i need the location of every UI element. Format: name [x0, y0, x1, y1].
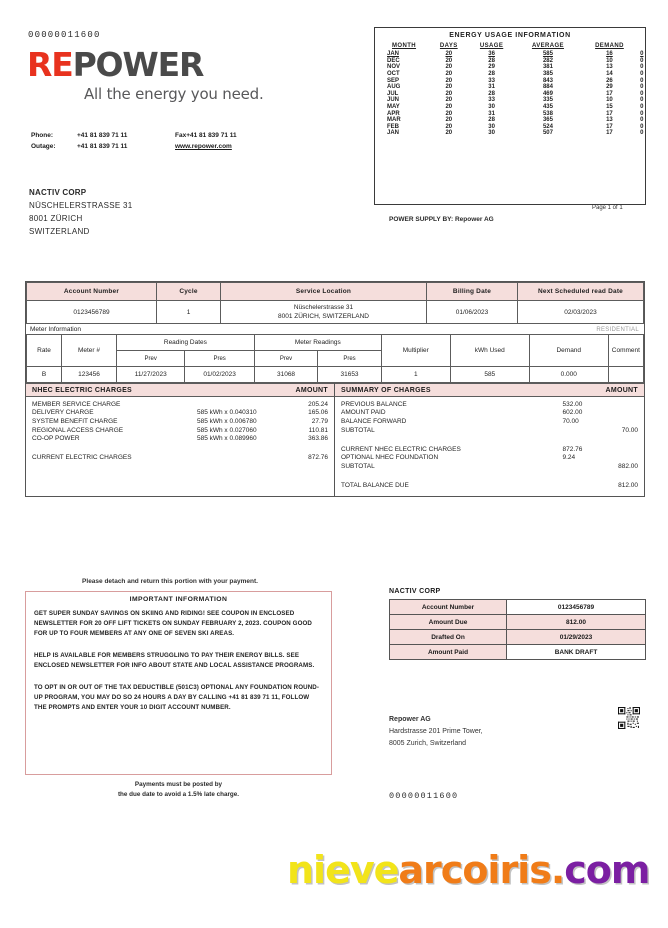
- contact-block: [31, 131, 237, 153]
- customer-address: [29, 186, 133, 238]
- meter-header-row-1: [27, 335, 644, 351]
- charge-line-description: OPTIONAL NHEC FOUNDATION: [341, 454, 439, 462]
- value-billing-date: 01/06/2023: [427, 301, 518, 324]
- charge-line-row: [341, 454, 638, 463]
- charge-line-row: [341, 400, 638, 409]
- energy-usage-table: [375, 42, 645, 137]
- bill-detail-panel: [25, 281, 645, 497]
- payment-posting-note: [25, 780, 332, 800]
- usage-col-average: AVERAGE: [531, 43, 564, 49]
- usage-cell-year: 20: [445, 123, 453, 130]
- electric-charges-spacer: [32, 443, 328, 454]
- usage-row: [375, 104, 645, 111]
- watermark-part-2: arcoiris.: [398, 848, 565, 892]
- service-location-line1: Nüschelerstrasse 31: [293, 304, 354, 311]
- charge-line-description: SUBTOTAL: [341, 462, 375, 470]
- charge-line-calculation: 9.24: [562, 454, 576, 462]
- account-value-row: [27, 301, 644, 324]
- charge-line-row: [32, 400, 328, 409]
- important-information-title: IMPORTANT INFORMATION: [129, 596, 228, 603]
- charge-line-row: [341, 445, 638, 454]
- usage-col-demand: DEMAND: [595, 43, 624, 49]
- summary-spacer-1: [341, 434, 638, 445]
- usage-cell-year: 20: [445, 51, 453, 58]
- power-supply-note: POWER SUPPLY BY: Repower AG: [389, 216, 494, 223]
- phone-value: +41 81 839 71 11: [77, 132, 128, 139]
- electric-charges-header: [26, 383, 334, 397]
- header-reading-pres: Pres: [185, 351, 254, 367]
- usage-cell-month: MAR: [387, 117, 401, 124]
- energy-usage-title: ENERGY USAGE INFORMATION: [449, 32, 571, 39]
- usage-cell-demand: 0: [640, 57, 644, 64]
- stub-row-label: Amount Due: [390, 615, 507, 630]
- stub-row-value: BANK DRAFT: [507, 645, 646, 660]
- payment-note-line2: the due date to avoid a 1.5% late charge.: [117, 791, 240, 798]
- charge-line-row: [341, 462, 638, 471]
- charge-line-row: [32, 426, 328, 435]
- electric-charges-body: [26, 397, 334, 468]
- charge-line-row: [341, 417, 638, 426]
- charge-line-calculation: 70.00: [562, 417, 579, 425]
- charge-line-row: [32, 409, 328, 418]
- charge-line-amount: [602, 417, 638, 426]
- usage-cell-demand: 0: [640, 104, 644, 111]
- usage-cell-days: 36: [488, 51, 495, 58]
- usage-cell-average: 13: [606, 64, 613, 71]
- website-link[interactable]: www.repower.com: [175, 143, 232, 150]
- usage-cell-demand: 0: [640, 130, 644, 137]
- usage-cell-average: 10: [606, 97, 613, 104]
- charge-line-calculation: 585 kWh x 0.006780: [196, 417, 257, 425]
- header-next-read-date: Next Scheduled read Date: [518, 283, 644, 301]
- stub-row: [390, 645, 646, 660]
- charge-line-description: MEMBER SERVICE CHARGE: [32, 400, 121, 408]
- charge-line-description: BALANCE FORWARD: [341, 417, 407, 425]
- usage-cell-year: 20: [445, 110, 453, 117]
- usage-cell-usage: 538: [542, 110, 553, 117]
- value-rate: B: [27, 367, 62, 383]
- value-meterread-prev: 31068: [254, 367, 318, 383]
- header-rate: Rate: [27, 335, 62, 367]
- usage-cell-usage: 365: [542, 117, 553, 124]
- usage-cell-average: 10: [606, 57, 613, 64]
- meter-information-bar: [26, 324, 644, 334]
- usage-cell-demand: 0: [640, 84, 644, 91]
- value-service-location: [221, 301, 427, 324]
- usage-cell-days: 30: [488, 130, 495, 137]
- charge-line-amount: [602, 400, 638, 409]
- usage-row: [375, 91, 645, 98]
- summary-total-amount: 812.00: [618, 482, 638, 490]
- charge-line-description: SYSTEM BENEFIT CHARGE: [32, 417, 118, 425]
- stub-row: [390, 600, 646, 615]
- charge-line-amount: 165.06: [308, 409, 328, 417]
- remit-line1: Hardstrasse 201 Prime Tower,: [389, 728, 483, 735]
- charge-line-description: CO-OP POWER: [32, 435, 80, 443]
- usage-cell-month: FEB: [387, 123, 399, 130]
- usage-cell-days: 30: [488, 104, 495, 111]
- payment-note-line1: Payments must be posted by: [134, 781, 223, 788]
- electric-charges-title: NHEC ELECTRIC CHARGES: [32, 386, 133, 394]
- important-information-box: [25, 591, 332, 775]
- usage-cell-average: 16: [606, 51, 613, 58]
- usage-cell-usage: 507: [542, 130, 553, 137]
- charge-line-amount: 70.00: [621, 426, 638, 434]
- usage-cell-demand: 0: [640, 90, 644, 97]
- charge-line-amount: 205.24: [308, 400, 328, 408]
- summary-total-label: TOTAL BALANCE DUE: [341, 482, 409, 490]
- usage-cell-usage: 385: [542, 71, 553, 78]
- header-kwh-used: kWh Used: [450, 335, 529, 367]
- header-meter-no: Meter #: [62, 335, 117, 367]
- logo-power-text: POWER: [72, 45, 204, 84]
- usage-cell-usage: 524: [542, 123, 553, 130]
- usage-col-days: DAYS: [439, 43, 458, 49]
- charge-line-description: CURRENT NHEC ELECTRIC CHARGES: [341, 445, 461, 453]
- usage-cell-usage: 381: [542, 64, 553, 71]
- summary-total-row: [341, 481, 638, 490]
- header-reading-dates: Reading Dates: [117, 335, 255, 351]
- electric-charges-lines: [32, 400, 328, 462]
- meter-value-row: [27, 367, 644, 383]
- charge-line-amount: 363.86: [308, 435, 328, 443]
- usage-cell-month: JAN: [387, 130, 400, 137]
- value-reading-pres: 01/02/2023: [185, 367, 254, 383]
- watermark-part-3: com: [564, 848, 650, 892]
- stub-row: [390, 615, 646, 630]
- charge-line-amount: [602, 445, 638, 454]
- usage-cell-average: 17: [606, 90, 613, 97]
- usage-cell-month: JUL: [387, 90, 399, 97]
- fax-value: Fax+41 81 839 71 11: [175, 132, 237, 139]
- value-multiplier: 1: [381, 367, 450, 383]
- usage-cell-year: 20: [445, 84, 453, 91]
- customer-name: NACTIV CORP: [29, 188, 87, 197]
- usage-row: [375, 97, 645, 104]
- usage-cell-days: 31: [488, 84, 495, 91]
- important-information-paragraph-3: TO OPT IN OR OUT OF THE TAX DEDUCTIBLE (501C3) OPTIONAL ANY FOUNDATION ROUND-UP PROGRAM, YOU MAY DO SO 24 HOURS A DAY BY CALLING +41 81 839 71 11, FOLLOW THE PROMPTS AND ENTER YOUR 10 DIGIT ACCOUNT NUMBER.: [34, 684, 319, 711]
- usage-cell-month: AUG: [387, 84, 401, 91]
- site-watermark: [287, 848, 650, 892]
- usage-row: [375, 51, 645, 58]
- charges-section: [26, 383, 644, 496]
- usage-cell-year: 20: [445, 117, 453, 124]
- summary-charges-column: [335, 383, 644, 496]
- usage-row: [375, 58, 645, 65]
- energy-usage-box: [374, 27, 646, 205]
- usage-cell-demand: 0: [640, 110, 644, 117]
- summary-charges-lines: [341, 400, 638, 490]
- charge-line-calculation: 532.00: [562, 400, 583, 408]
- remit-company-name: Repower AG: [389, 716, 431, 723]
- repower-logo: [27, 45, 204, 84]
- usage-cell-month: JUN: [387, 97, 400, 104]
- usage-cell-average: 26: [606, 77, 613, 84]
- important-information-paragraph-1: GET SUPER SUNDAY SAVINGS ON SKIING AND RIDING! SEE COUPON IN ENCLOSED NEWSLETTER FOR 20 OFF LIFT TICKETS ON SUNDAY FEBRUARY 2, 2023. COUPON GOOD FOR UP TO FOUR MEMBERS AT ANY ONE OF SEVEN SKI AREAS.: [34, 610, 312, 637]
- usage-cell-average: 13: [606, 117, 613, 124]
- usage-cell-days: 28: [488, 117, 495, 124]
- usage-cell-month: JAN: [387, 51, 400, 58]
- header-meterread-prev: Prev: [254, 351, 318, 367]
- stub-row: [390, 630, 646, 645]
- usage-cell-demand: 0: [640, 97, 644, 104]
- usage-row: [375, 110, 645, 117]
- usage-cell-demand: 0: [640, 123, 644, 130]
- usage-cell-month: SEP: [387, 77, 400, 84]
- usage-cell-year: 20: [445, 71, 453, 78]
- qr-code-icon: [618, 707, 640, 729]
- stub-row-value: 0123456789: [507, 600, 646, 615]
- usage-cell-average: 15: [606, 104, 613, 111]
- stub-row-label: Amount Paid: [390, 645, 507, 660]
- charge-line-description: AMOUNT PAID: [341, 409, 386, 417]
- customer-street: NÜSCHELERSTRASSE 31: [29, 201, 133, 210]
- usage-cell-year: 20: [445, 97, 453, 104]
- phone-label: Phone:: [31, 132, 54, 139]
- charge-line-row: [32, 417, 328, 426]
- usage-cell-year: 20: [445, 77, 453, 84]
- logo-tagline: All the energy you need.: [84, 85, 264, 103]
- stub-row-label: Account Number: [390, 600, 507, 615]
- usage-cell-average: 14: [606, 71, 613, 78]
- usage-cell-usage: 884: [542, 84, 553, 91]
- charge-line-amount: [602, 409, 638, 418]
- charge-line-calculation: [193, 400, 296, 409]
- usage-cell-days: 33: [488, 97, 495, 104]
- header-billing-date: Billing Date: [427, 283, 518, 301]
- usage-cell-month: NOV: [387, 64, 401, 71]
- page-indicator: Page 1 of 1: [592, 205, 623, 211]
- header-account-number: Account Number: [27, 283, 157, 301]
- usage-cell-days: 31: [488, 110, 495, 117]
- header-service-location: Service Location: [221, 283, 427, 301]
- charge-line-calculation: 585 kWh x 0.089960: [196, 435, 257, 443]
- summary-spacer-2: [341, 471, 638, 482]
- usage-cell-average: 17: [606, 123, 613, 130]
- charge-line-row: [341, 409, 638, 418]
- charge-line-amount: 110.81: [308, 426, 328, 434]
- charge-line-calculation: 585 kWh x 0.027060: [196, 426, 257, 434]
- energy-usage-header-row: [375, 42, 645, 51]
- charge-line-amount: [602, 454, 638, 463]
- meter-information-label: Meter Information: [30, 326, 81, 333]
- electric-charges-total-amount: 872.76: [308, 454, 328, 462]
- summary-charges-amount-header: AMOUNT: [605, 386, 638, 394]
- usage-cell-month: OCT: [387, 71, 400, 78]
- value-kwh-used: 585: [450, 367, 529, 383]
- charge-line-description: REGIONAL ACCESS CHARGE: [32, 426, 124, 434]
- electric-charges-column: [26, 383, 335, 496]
- usage-cell-year: 20: [445, 104, 453, 111]
- service-class-label: RESIDENTIAL: [596, 327, 639, 333]
- summary-charges-body: [335, 397, 644, 496]
- meter-readings-table: [26, 334, 644, 383]
- charge-line-description: SUBTOTAL: [341, 426, 375, 434]
- value-reading-prev: 11/27/2023: [117, 367, 185, 383]
- account-header-row: [27, 283, 644, 301]
- header-meterread-pres: Pres: [318, 351, 382, 367]
- header-reading-prev: Prev: [117, 351, 185, 367]
- usage-cell-month: DEC: [387, 57, 400, 64]
- usage-cell-demand: 0: [640, 51, 644, 58]
- charge-line-description: PREVIOUS BALANCE: [341, 400, 407, 408]
- payment-stub-table: [389, 599, 646, 660]
- charge-line-calculation: [559, 462, 602, 471]
- outage-label: Outage:: [31, 143, 56, 150]
- stub-customer-name: NACTIV CORP: [389, 588, 441, 595]
- header-demand: Demand: [529, 335, 608, 367]
- usage-cell-average: 17: [606, 130, 613, 137]
- usage-cell-days: 29: [488, 64, 495, 71]
- charge-line-row: [341, 426, 638, 435]
- usage-cell-days: 28: [488, 90, 495, 97]
- value-next-read-date: 02/03/2023: [518, 301, 644, 324]
- remit-line2: 8005 Zurich, Switzerland: [389, 740, 467, 747]
- usage-cell-demand: 0: [640, 77, 644, 84]
- usage-cell-demand: 0: [640, 64, 644, 71]
- usage-cell-days: 30: [488, 123, 495, 130]
- usage-cell-year: 20: [445, 130, 453, 137]
- usage-cell-year: 20: [445, 64, 453, 71]
- header-cycle: Cycle: [157, 283, 221, 301]
- usage-row: [375, 71, 645, 78]
- charge-line-row: [32, 434, 328, 443]
- value-meterread-pres: 31653: [318, 367, 382, 383]
- header-comment: Comment: [608, 335, 643, 367]
- usage-cell-days: 28: [488, 57, 495, 64]
- usage-cell-demand: 0: [640, 117, 644, 124]
- charge-line-amount: 882.00: [618, 462, 638, 470]
- usage-row: [375, 84, 645, 91]
- value-account-number: 0123456789: [27, 301, 157, 324]
- usage-cell-usage: 435: [542, 104, 553, 111]
- usage-cell-year: 20: [445, 90, 453, 97]
- value-meter-no: 123456: [62, 367, 117, 383]
- stub-row-value: 812.00: [507, 615, 646, 630]
- stub-row-value: 01/29/2023: [507, 630, 646, 645]
- usage-cell-usage: 335: [542, 97, 553, 104]
- charge-line-calculation: [559, 426, 602, 435]
- customer-country: SWITZERLAND: [29, 227, 90, 236]
- header-multiplier: Multiplier: [381, 335, 450, 367]
- charge-line-amount: 27.79: [311, 417, 328, 425]
- stub-row-label: Drafted On: [390, 630, 507, 645]
- service-location-line2: 8001 ZÜRICH, SWITZERLAND: [277, 313, 370, 320]
- account-summary-table: [26, 282, 644, 324]
- electric-charges-total-label: CURRENT ELECTRIC CHARGES: [32, 454, 132, 462]
- usage-cell-usage: 843: [542, 77, 553, 84]
- usage-row: [375, 117, 645, 124]
- charge-line-calculation: 872.76: [562, 445, 583, 453]
- value-demand: 0.000: [529, 367, 608, 383]
- remit-address: [389, 714, 483, 750]
- logo-re-text: RE: [27, 45, 73, 84]
- usage-col-month: MONTH: [392, 43, 417, 49]
- electric-charges-total-row: [32, 454, 328, 463]
- header-meter-readings: Meter Readings: [254, 335, 381, 351]
- usage-row: [375, 77, 645, 84]
- watermark-part-1: nieve: [287, 848, 399, 892]
- summary-charges-header: [335, 383, 644, 397]
- important-information-paragraph-2: HELP IS AVAILABLE FOR MEMBERS STRUGGLING TO PAY THEIR ENERGY BILLS. SEE ENCLOSED NEWSLETTER FOR INFO ABOUT STATE AND LOCAL ASSISTANCE PROGRAMS.: [34, 652, 315, 669]
- charge-line-calculation: 585 kWh x 0.040310: [196, 409, 257, 417]
- electric-charges-amount-header: AMOUNT: [295, 386, 328, 394]
- usage-cell-month: MAY: [387, 104, 400, 111]
- value-cycle: 1: [157, 301, 221, 324]
- usage-cell-days: 33: [488, 77, 495, 84]
- charge-line-description: DELIVERY CHARGE: [32, 409, 94, 417]
- usage-cell-usage: 282: [542, 57, 553, 64]
- customer-city: 8001 ZÜRICH: [29, 214, 83, 223]
- usage-cell-usage: 469: [542, 90, 553, 97]
- value-comment: [608, 367, 643, 383]
- usage-row: [375, 124, 645, 131]
- bottom-account-code: 00000011600: [389, 791, 459, 801]
- top-account-code: 00000011600: [28, 30, 101, 40]
- usage-row: [375, 64, 645, 71]
- usage-col-usage: USAGE: [479, 43, 504, 49]
- usage-cell-demand: 0: [640, 71, 644, 78]
- charge-line-calculation: 602.00: [562, 409, 583, 417]
- usage-cell-days: 28: [488, 71, 495, 78]
- outage-value: +41 81 839 71 11: [77, 143, 128, 150]
- usage-cell-average: 17: [606, 110, 613, 117]
- usage-cell-year: 20: [445, 57, 453, 64]
- usage-cell-average: 29: [606, 84, 613, 91]
- usage-cell-month: APR: [387, 110, 400, 117]
- summary-charges-title: SUMMARY OF CHARGES: [341, 386, 431, 394]
- usage-row: [375, 130, 645, 137]
- detach-note: Please detach and return this portion with your payment.: [82, 578, 258, 585]
- usage-cell-usage: 585: [542, 51, 553, 58]
